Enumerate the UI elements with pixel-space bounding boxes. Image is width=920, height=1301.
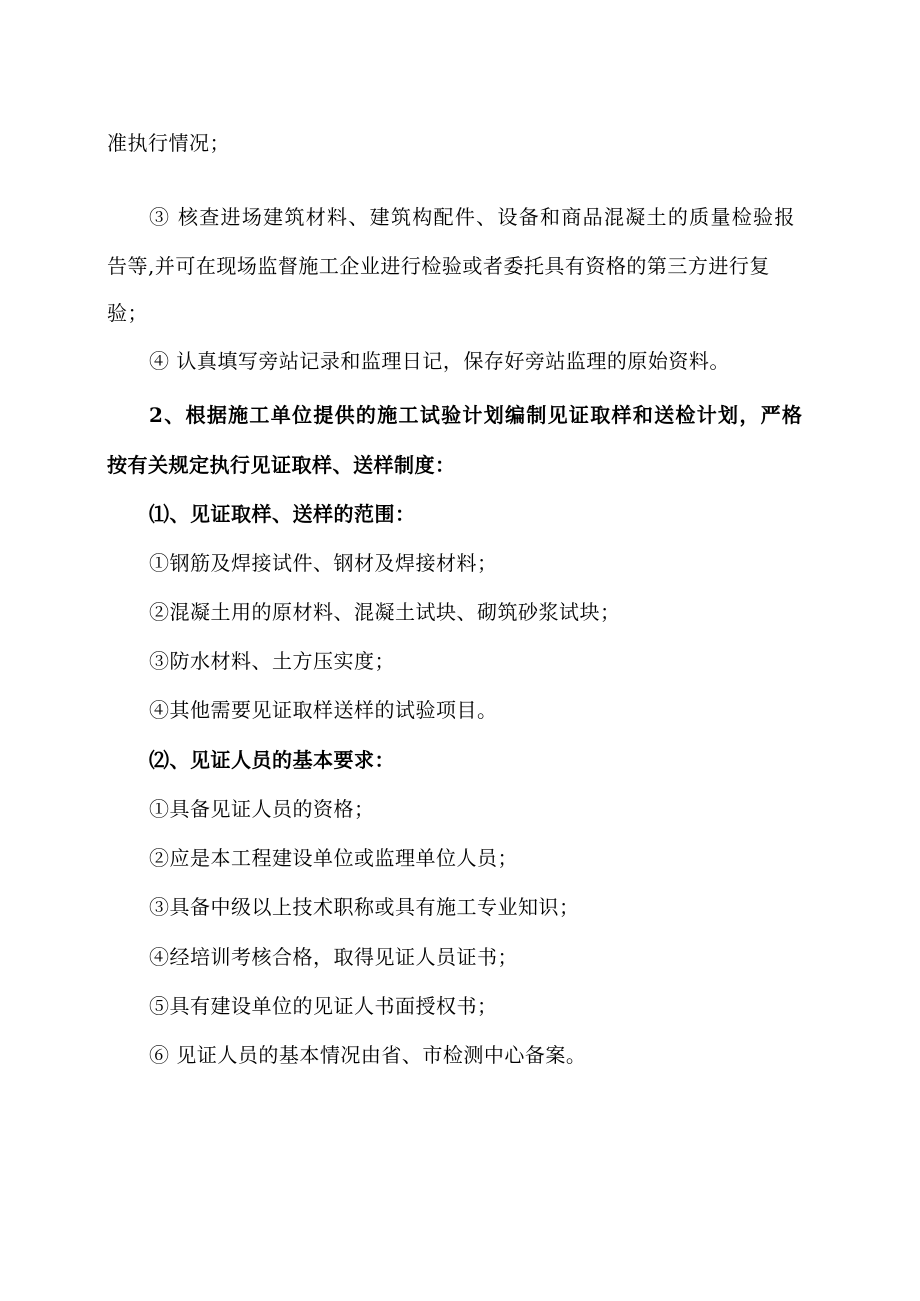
paragraph-line-continuation: 准执行情况； [107, 131, 230, 155]
list-item: ③具备中级以上技术职称或具有施工专业知识； [149, 895, 580, 919]
subsection-heading-1: ⑴、见证取样、送样的范围： [149, 502, 416, 526]
paragraph-line-item-3-start: ③ 核查进场建筑材料、建筑构配件、设备和商品混凝土的质量检验报 [149, 205, 796, 229]
list-item: ④经培训考核合格，取得见证人员证书； [149, 945, 518, 969]
list-item: ①钢筋及焊接试件、钢材及焊接材料； [149, 551, 498, 575]
list-item: ②混凝土用的原材料、混凝土试块、砌筑砂浆试块； [149, 600, 621, 624]
paragraph-line-item-3-end: 验； [107, 301, 148, 325]
list-item: ②应是本工程建设单位或监理单位人员； [149, 846, 518, 870]
section-heading-2-line-1: 2、根据施工单位提供的施工试验计划编制见证取样和送检计划，严格 [149, 403, 804, 427]
subsection-heading-2: ⑵、见证人员的基本要求： [149, 748, 395, 772]
list-item: ③防水材料、土方压实度； [149, 649, 395, 673]
list-item: ④其他需要见证取样送样的试验项目。 [149, 698, 498, 722]
list-item: ⑥ 见证人员的基本情况由省、市检测中心备案。 [149, 1043, 587, 1067]
list-item: ⑤具有建设单位的见证人书面授权书； [149, 994, 498, 1018]
paragraph-line-item-3-middle: 告等,并可在现场监督施工企业进行检验或者委托具有资格的第三方进行复 [107, 254, 770, 278]
paragraph-line-item-4: ④ 认真填写旁站记录和监理日记，保存好旁站监理的原始资料。 [149, 349, 730, 373]
list-item: ①具备见证人员的资格； [149, 797, 375, 821]
section-heading-2-line-2: 按有关规定执行见证取样、送样制度： [107, 453, 456, 477]
